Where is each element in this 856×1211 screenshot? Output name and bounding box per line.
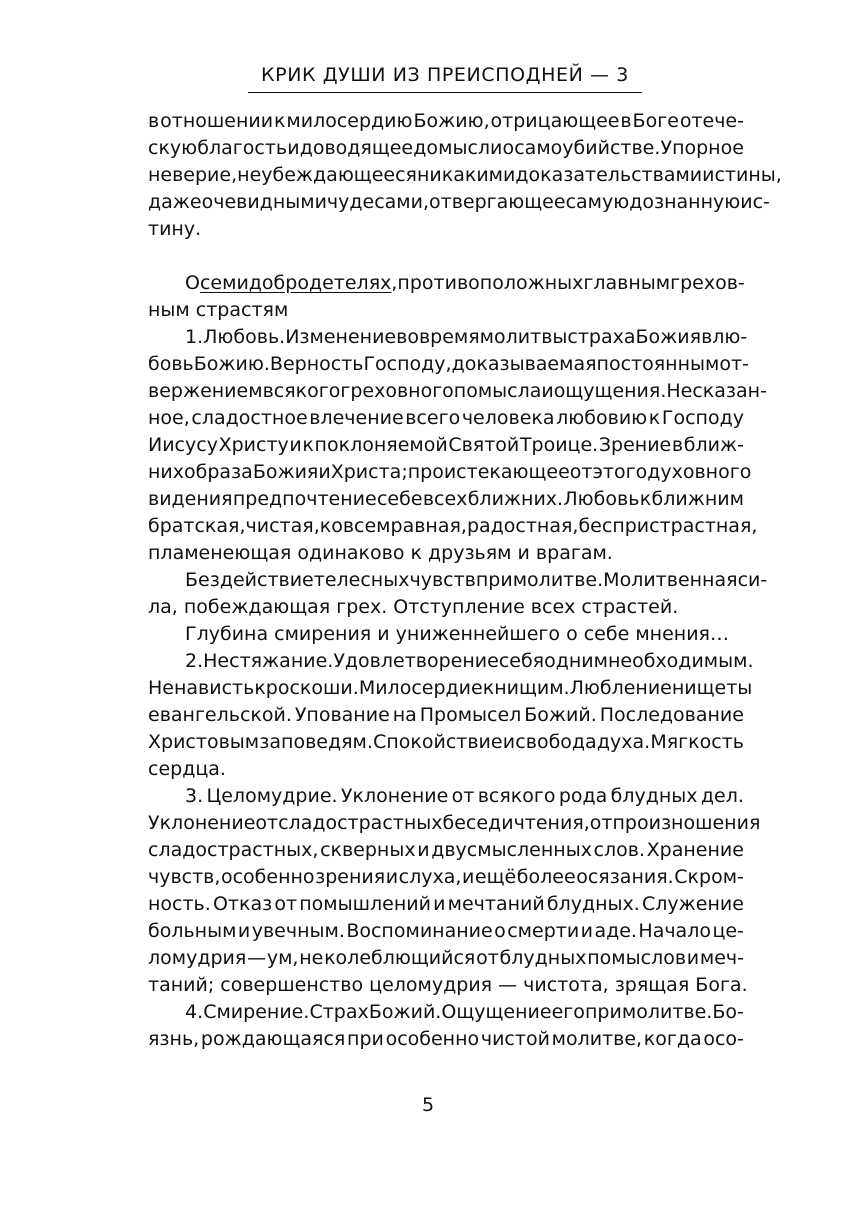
text-line: больным и увечным. Воспоминание о смерти и аде. Начало це-	[148, 920, 744, 942]
header-rule	[248, 92, 642, 93]
text-line: ным страстям	[148, 299, 289, 321]
text-line: Ненависть к роскоши. Милосердие к нищим. Любление нищеты	[148, 677, 753, 699]
text-line: даже очевидными чудесами, отвергающее самую дознанную ис-	[148, 191, 770, 213]
text-line: тину.	[148, 218, 202, 240]
text-line: Глубина смирения и униженнейшего о себе мнения…	[185, 623, 729, 645]
text-line: Бездействие телесных чувств при молитве. Молитвенная си-	[185, 569, 768, 591]
text-line: 2. Нестяжание. Удовлетворение себя одним необходимым.	[185, 650, 754, 672]
body-text	[148, 108, 782, 1053]
text-line: ное, сладостное влечение всего человека любовию к Господу	[148, 407, 744, 429]
text-line: ломудрия — ум, не колеблющийся от блудных помыслов и меч-	[148, 947, 744, 969]
text-line: 1. Любовь. Изменение во время молитвы страха Божия в лю-	[185, 326, 748, 348]
text-line: бовь Божию. Верность Господу, доказываемая постоянным от-	[148, 353, 749, 375]
paragraph-gap	[148, 243, 744, 270]
text-line: 3. Целомудрие. Уклонение от всякого рода блудных дел.	[185, 785, 744, 807]
text-line: 4. Смирение. Страх Божий. Ощущение его при молитве. Бо-	[185, 1001, 744, 1023]
text-line: них образа Божия и Христа; проистекающее от этого духовного	[148, 461, 752, 483]
text-line: чувств, особенно зрения и слуха, и ещё более осязания. Скром-	[148, 866, 744, 888]
text-line: таний; совершенство целомудрия — чистота, зрящая Бога.	[148, 974, 748, 996]
text-line: язнь, рождающаяся при особенно чистой молитве, когда осо-	[148, 1028, 744, 1050]
page-number: 5	[421, 1094, 435, 1116]
text-line: сладострастных, скверных и двусмысленных слов. Хранение	[148, 839, 744, 861]
text-line: неверие, не убеждающееся никакими доказательствами истины,	[148, 164, 782, 186]
text-line: ла, побеждающая грех. Отступление всех страстей.	[148, 596, 679, 618]
text-line: видения предпочтение себе всех ближних. Любовь к ближним	[148, 488, 744, 510]
text-line: Уклонение от сладострастных бесед и чтения, от произношения	[148, 812, 761, 834]
text-line: пламенеющая одинаково к друзьям и врагам.	[148, 542, 613, 564]
text-line: вержением всякого греховного помысла и ощущения. Несказан-	[148, 380, 767, 402]
text-line: евангельской. Упование на Промысел Божий. Последование	[148, 704, 744, 726]
text-line: ность. Отказ от помышлений и мечтаний блудных. Служение	[148, 893, 744, 915]
text-line: Христовым заповедям. Спокойствие и свобода духа. Мягкость	[148, 731, 744, 753]
text-line: в отношении к милосердию Божию, отрицающее в Боге отече-	[148, 110, 744, 132]
running-header: КРИК ДУШИ ИЗ ПРЕИСПОДНЕЙ — 3	[261, 64, 629, 86]
text-line: братская, чистая, ко всем равная, радостная, беспристрастная,	[148, 515, 758, 537]
text-line: О семи добродетелях, противоположных главным грехов-	[185, 272, 745, 294]
text-line: скую благость и доводящее до мысли о самоубийстве. Упорное	[148, 137, 744, 159]
text-line: сердца.	[148, 758, 226, 780]
text-line: Иисусу Христу и к поклоняемой Святой Троице. Зрение в ближ-	[148, 434, 744, 456]
